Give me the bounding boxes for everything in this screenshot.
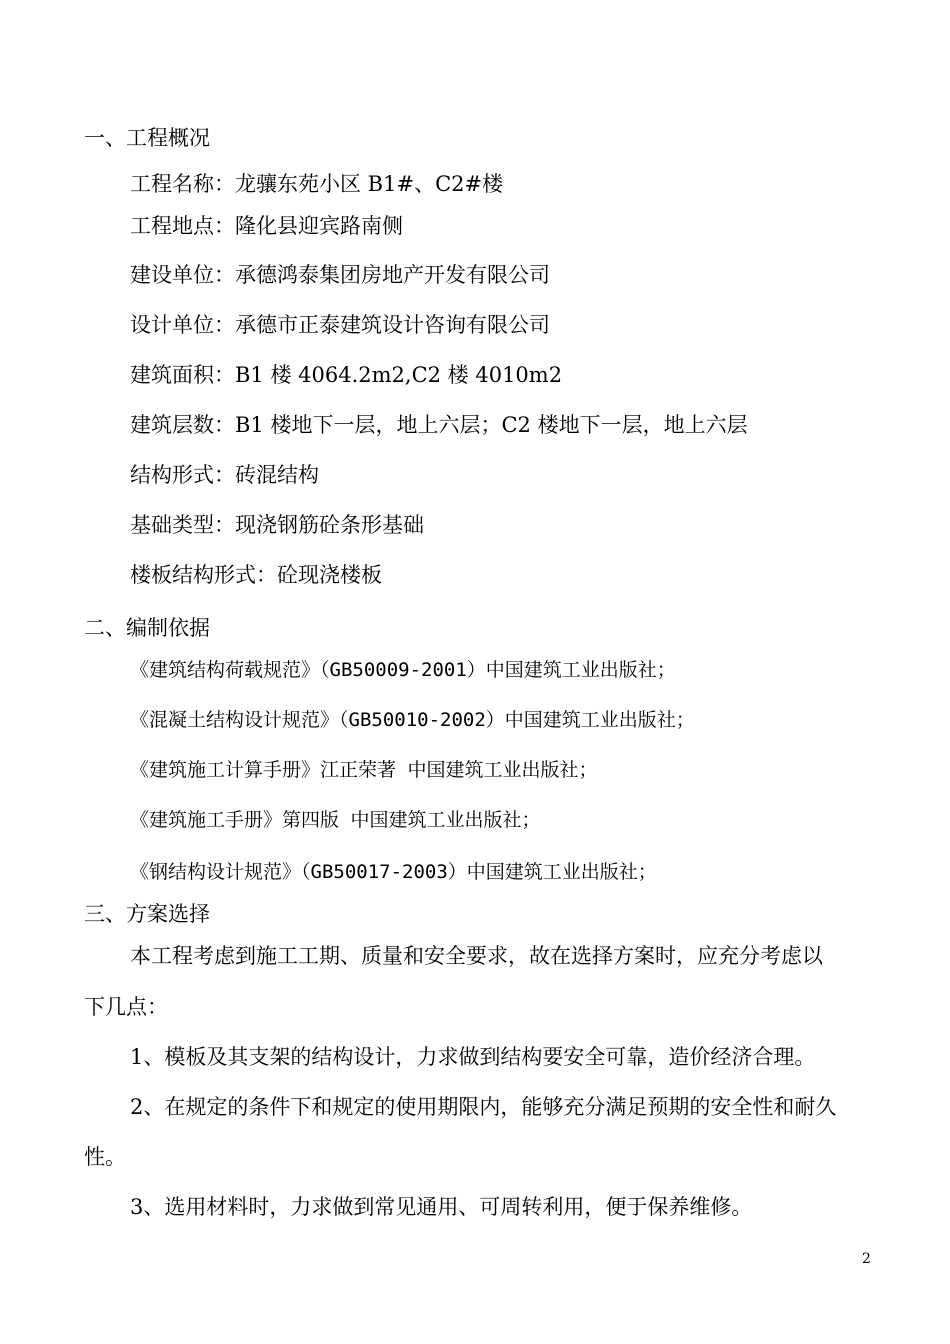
basis-item: 《建筑结构荷载规范》（GB50009-2001）中国建筑工业出版社； bbox=[130, 659, 676, 681]
section-heading-basis: 二、编制依据 bbox=[84, 616, 210, 640]
project-name: 工程名称：龙骧东苑小区 B1#、C2#楼 bbox=[130, 172, 504, 196]
basis-item: 《建筑施工计算手册》江正荣著 中国建筑工业出版社； bbox=[130, 759, 598, 781]
foundation-type: 基础类型：现浇钢筋砼条形基础 bbox=[130, 513, 424, 537]
building-area: 建筑面积：B1 楼 4064.2m2,C2 楼 4010m2 bbox=[130, 363, 563, 387]
section-heading-overview: 一、工程概况 bbox=[84, 126, 210, 150]
design-unit: 设计单位：承德市正泰建筑设计咨询有限公司 bbox=[130, 313, 550, 337]
scheme-point-3: 3、选用材料时，力求做到常见通用、可周转利用，便于保养维修。 bbox=[130, 1195, 753, 1219]
page-number: 2 bbox=[862, 1251, 871, 1267]
scheme-point-2-continued: 性。 bbox=[84, 1145, 126, 1169]
project-location: 工程地点：隆化县迎宾路南侧 bbox=[130, 214, 403, 238]
scheme-intro: 本工程考虑到施工工期、质量和安全要求，故在选择方案时，应充分考虑以 bbox=[130, 944, 823, 968]
scheme-point-1: 1、模板及其支架的结构设计，力求做到结构要安全可靠，造价经济合理。 bbox=[130, 1045, 816, 1069]
basis-item: 《钢结构设计规范》（GB50017-2003）中国建筑工业出版社； bbox=[130, 861, 657, 883]
building-floors: 建筑层数：B1 楼地下一层，地上六层；C2 楼地下一层，地上六层 bbox=[130, 413, 748, 437]
scheme-point-2: 2、在规定的条件下和规定的使用期限内，能够充分满足预期的安全性和耐久 bbox=[130, 1095, 837, 1119]
basis-item: 《建筑施工手册》第四版 中国建筑工业出版社； bbox=[130, 809, 541, 831]
construction-unit: 建设单位：承德鸿泰集团房地产开发有限公司 bbox=[130, 263, 550, 287]
structure-type: 结构形式：砖混结构 bbox=[130, 463, 319, 487]
section-heading-scheme: 三、方案选择 bbox=[84, 902, 210, 926]
floor-slab-type: 楼板结构形式：砼现浇楼板 bbox=[130, 563, 382, 587]
basis-item: 《混凝土结构设计规范》（GB50010-2002）中国建筑工业出版社； bbox=[130, 709, 695, 731]
scheme-intro-continued: 下几点： bbox=[84, 995, 168, 1019]
